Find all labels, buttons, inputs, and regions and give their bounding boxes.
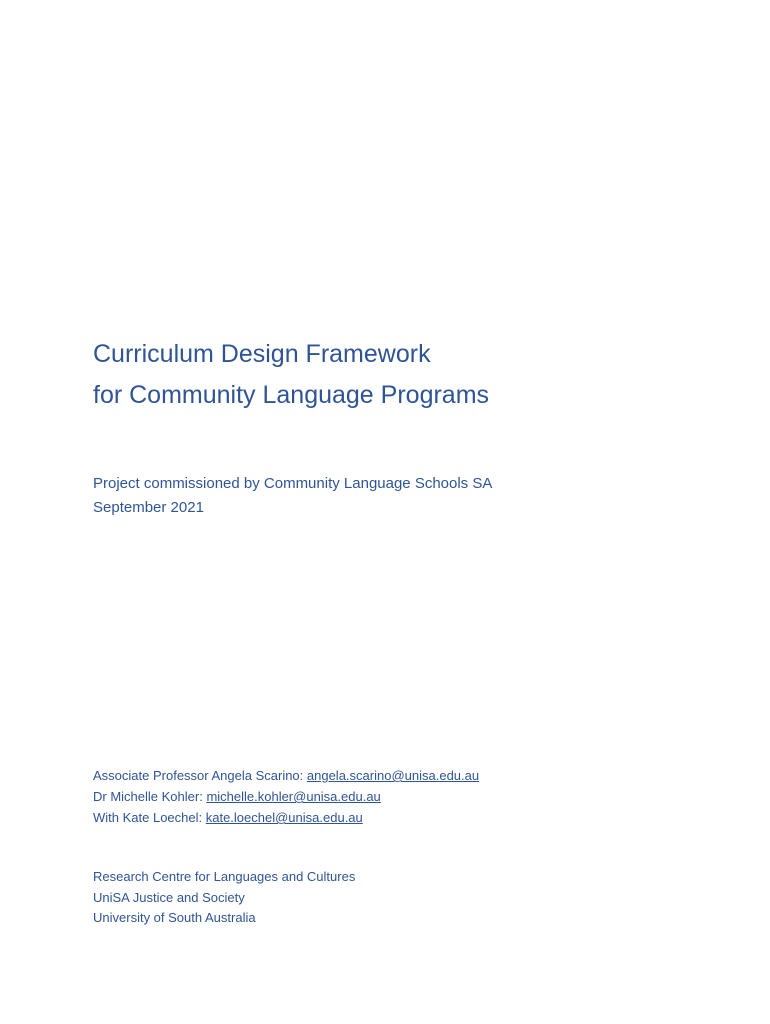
email-link-scarino[interactable]: angela.scarino@unisa.edu.au xyxy=(306,768,480,783)
title-line-2: for Community Language Programs xyxy=(93,381,490,409)
research-centre-line: Research Centre for Languages and Cultures xyxy=(93,869,356,884)
title-line-1: Curriculum Design Framework xyxy=(93,340,431,368)
organisation-block xyxy=(93,867,355,929)
document-title xyxy=(93,334,489,416)
division-line: UniSA Justice and Society xyxy=(93,889,245,905)
date-line: September 2021 xyxy=(93,499,204,516)
email-link-loechel[interactable]: kate.loechel@unisa.edu.au xyxy=(205,810,363,825)
author-line-kohler xyxy=(93,786,479,807)
author-line-loechel xyxy=(93,807,479,828)
author-label: Dr Michelle Kohler: xyxy=(93,789,207,804)
author-label: Associate Professor Angela Scarino: xyxy=(93,768,307,783)
email-link-kohler[interactable]: michelle.kohler@unisa.edu.au xyxy=(206,789,381,804)
authors-list xyxy=(93,765,479,828)
document-subtitle xyxy=(93,472,492,520)
commission-line: Project commissioned by Community Language Schools SA xyxy=(93,475,493,492)
author-label: With Kate Loechel: xyxy=(93,810,206,825)
university-line: University of South Australia xyxy=(93,910,256,925)
author-line-scarino xyxy=(93,765,479,786)
